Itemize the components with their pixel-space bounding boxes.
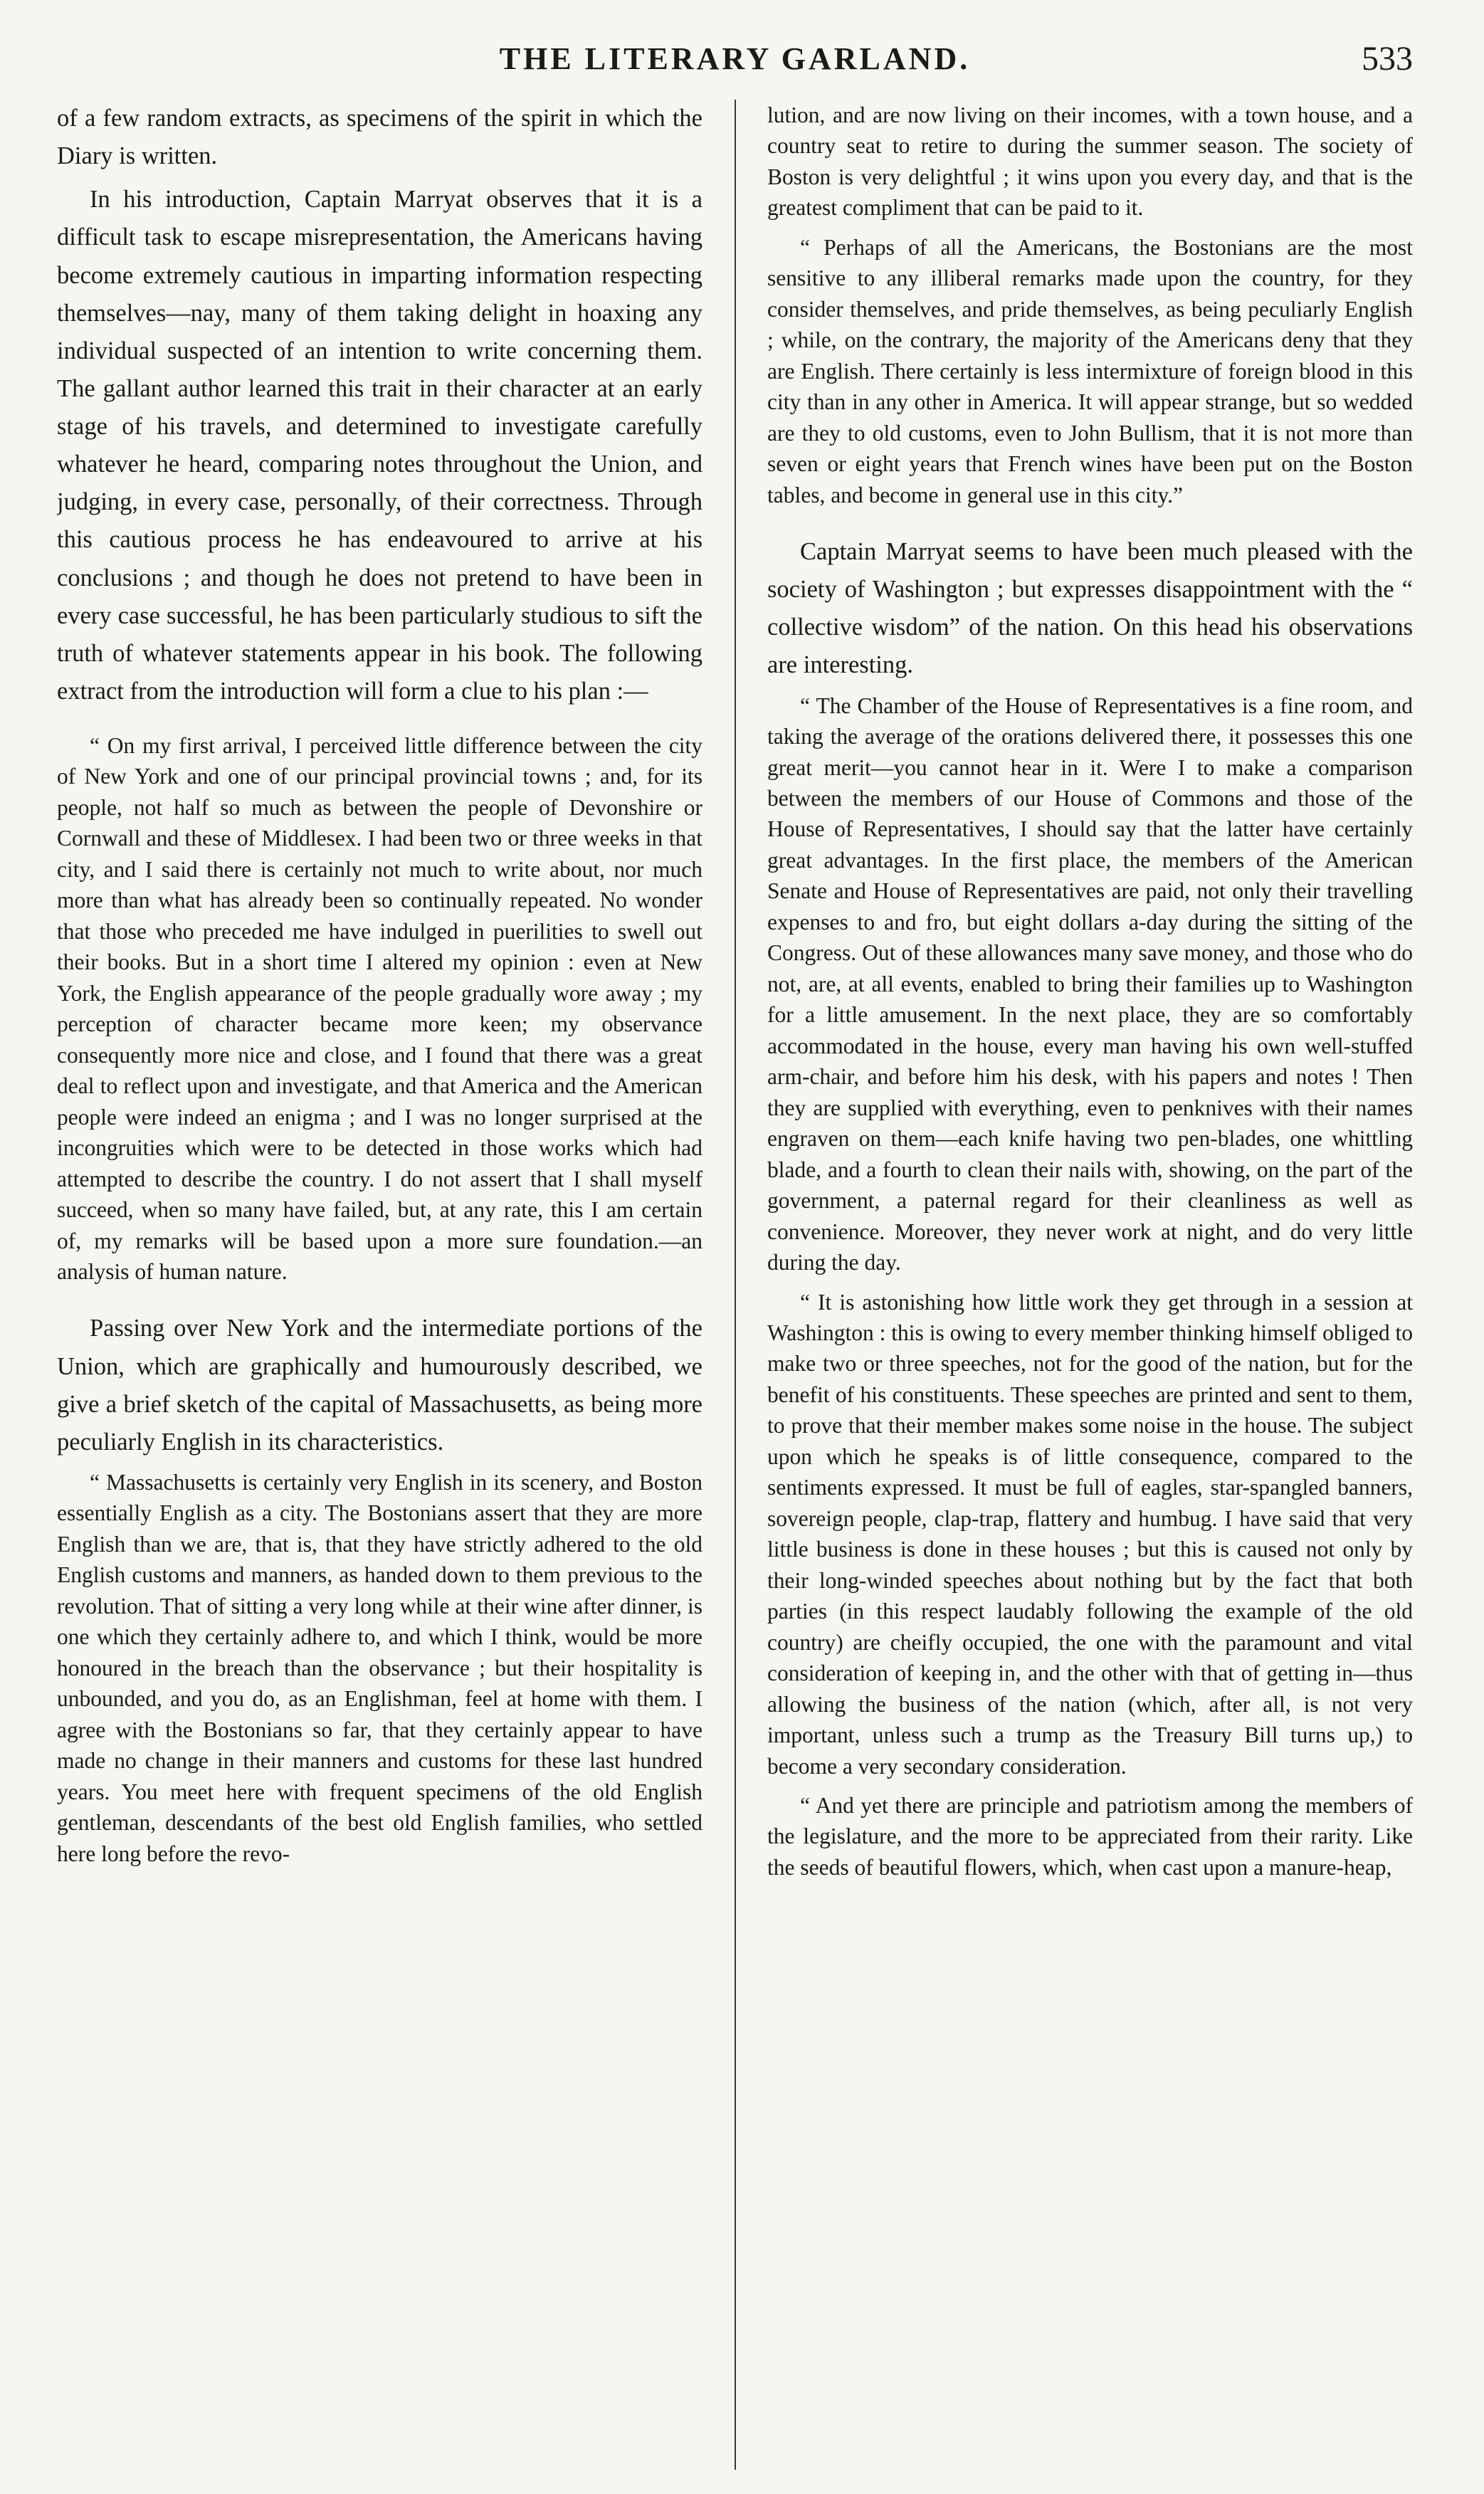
column-rule <box>735 100 736 2470</box>
right-column <box>762 100 1413 2470</box>
text-columns <box>57 100 1413 2470</box>
paragraph: Captain Marryat seems to have been much pleased with the society of Washington ; but expresses disappointment with the “ collective wisdom” of the nation. On this head his observations are interesting. <box>767 538 1413 679</box>
paragraph: Passing over New York and the intermediate portions of the Union, which are graphically and humourously described, we give a brief sketch of the capital of Massachusetts, as being more peculiarly English in its characteristics. <box>57 1315 702 1456</box>
quoted-paragraph: “ And yet there are principle and patriotism among the members of the legislature, and the more to be appreciated from their rarity. Like the seeds of beautiful flowers, which, when cast upon a manure-heap, <box>767 1793 1413 1880</box>
paragraph: of a few random extracts, as specimens of the spirit in which the Diary is written. <box>57 105 702 170</box>
quoted-paragraph: “ On my first arrival, I perceived little difference between the city of New York and one of our principal provincial towns ; and, for its people, not half so much as between the people of Devonshire or Cornwall and these of Middlesex. I had been two or three weeks in that city, and I said there is certainly not much to write about, nor much more than what has already been so continually repeated. No wonder that those who preceded me have indulged in puerilities to swell out their books. But in a short time I altered my opinion : even at New York, the English appearance of the people gradually wore away ; my perception of character became more keen; my observance consequently more nice and close, and I found that there was a great deal to reflect upon and investigate, and that America and the American people were indeed an enigma ; and I was no longer surprised at the incongruities which were to be detected in those works which had attempted to describe the country. I do not assert that I shall myself succeed, when so many have failed, but, at any rate, this I am certain of, my remarks will be based upon a more sure foundation.—an analysis of human nature. <box>57 733 702 1284</box>
quoted-paragraph: lution, and are now living on their incomes, with a town house, and a country seat to retire to during the summer season. The society of Boston is very delightful ; it wins upon you every day, and that is the greatest compliment that can be paid to it. <box>767 102 1413 221</box>
running-head <box>57 34 1413 84</box>
page-number: 533 <box>1362 40 1413 78</box>
quoted-paragraph: “ It is astonishing how little work they get through in a session at Washington : this is owing to every member thinking himself obliged to make two or three speeches, not for the good of the nation, but for the benefit of his constituents. These speeches are printed and sent to them, to prove that their member makes some noise in the house. The subject upon which he speaks is of little consequence, compared to the sentiments expressed. It must be full of eagles, star-spangled banners, sovereign people, clap-trap, flattery and humbug. I have said that very little business is done in these houses ; but this is caused not only by their long-winded speeches about nothing but by the fact that both parties (in this respect laudably following the example of the old country) are cheifly occupied, the one with the paramount and vital consideration of keeping in, and the other with that of getting in—thus allowing the business of the nation (which, after all, is not very important, unless such a trump as the Treasury Bill turns up,) to become a very secondary consideration. <box>767 1289 1413 1779</box>
paragraph-gap <box>57 1295 702 1310</box>
left-column <box>57 100 708 2470</box>
paragraph-gap <box>767 519 1413 533</box>
quoted-paragraph: “ Perhaps of all the Americans, the Bostonians are the most sensitive to any illiberal remarks made upon the country, for they consider themselves, and pride themselves, as being peculiarly English ; while, on the contrary, the majority of the Americans deny that they are English. There certainly is less intermixture of foreign blood in this city than in any other in America. It will appear strange, but so wedded are they to old customs, even to John Bullism, that it is not more than seven or eight years that French wines have been put on the Boston tables, and become in general use in this city.” <box>767 234 1413 507</box>
page-title: THE LITERARY GARLAND. <box>499 41 971 76</box>
quoted-paragraph: “ Massachusetts is certainly very English in its scenery, and Boston essentially English as a city. The Bostonians assert that they are more English than we are, that is, that they have strictly adhered to the old English customs and manners, as handed down to them previous to the revolution. That of sitting a very long while at their wine after dinner, is one which they certainly adhere to, and which I think, would be more honoured in the breach than the observance ; but their hospitality is unbounded, and you do, as an Englishman, feel at home with them. I agree with the Bostonians so far, that they certainly appear to have made no change in their manners and customs for these last hundred years. You meet here with frequent specimens of the old English gentleman, descendants of the best old English families, who settled here long before the revo- <box>57 1469 702 1866</box>
quoted-paragraph: “ The Chamber of the House of Representatives is a fine room, and taking the average of the orations delivered there, it possesses this one great merit—you cannot hear in it. Were I to make a comparison between the members of our House of Commons and those of the House of Representatives, I should say that the latter have certainly great advantages. In the first place, the members of the American Senate and House of Representatives are paid, not only their travelling expenses to and fro, but eight dollars a-day during the sitting of the Congress. Out of these allowances many save money, and those who do not, are, at all events, enabled to bring their families up to Washington for a little amusement. In the next place, they are so comfortably accommodated in the house, every man having his own well-stuffed arm-chair, and before him his desk, with his papers and notes ! Then they are supplied with everything, even to penknives with their names engraven on them—each knife having two pen-blades, one whittling blade, and a fourth to clean their nails with, showing, on the part of the government, a paternal regard for their cleanliness as well as convenience. Moreover, they never work at night, and do very little during the day. <box>767 693 1413 1275</box>
paragraph-gap <box>57 716 702 730</box>
paragraph: In his introduction, Captain Marryat observes that it is a difficult task to escape misrepresentation, the Americans having become extremely cautious in imparting information respecting themselves—nay, many of them taking delight in hoaxing any individual suspected of an intention to write concerning them. The gallant author learned this trait in their character at an early stage of his travels, and determined to investigate carefully whatever he heard, comparing notes throughout the Union, and judging, in every case, personally, of their correctness. Through this cautious process he has endeavoured to arrive at his conclusions ; and though he does not pretend to have been in every case successful, he has been particularly studious to sift the truth of whatever statements appear in his book. The following extract from the introduction will form a clue to his plan :— <box>57 186 702 705</box>
